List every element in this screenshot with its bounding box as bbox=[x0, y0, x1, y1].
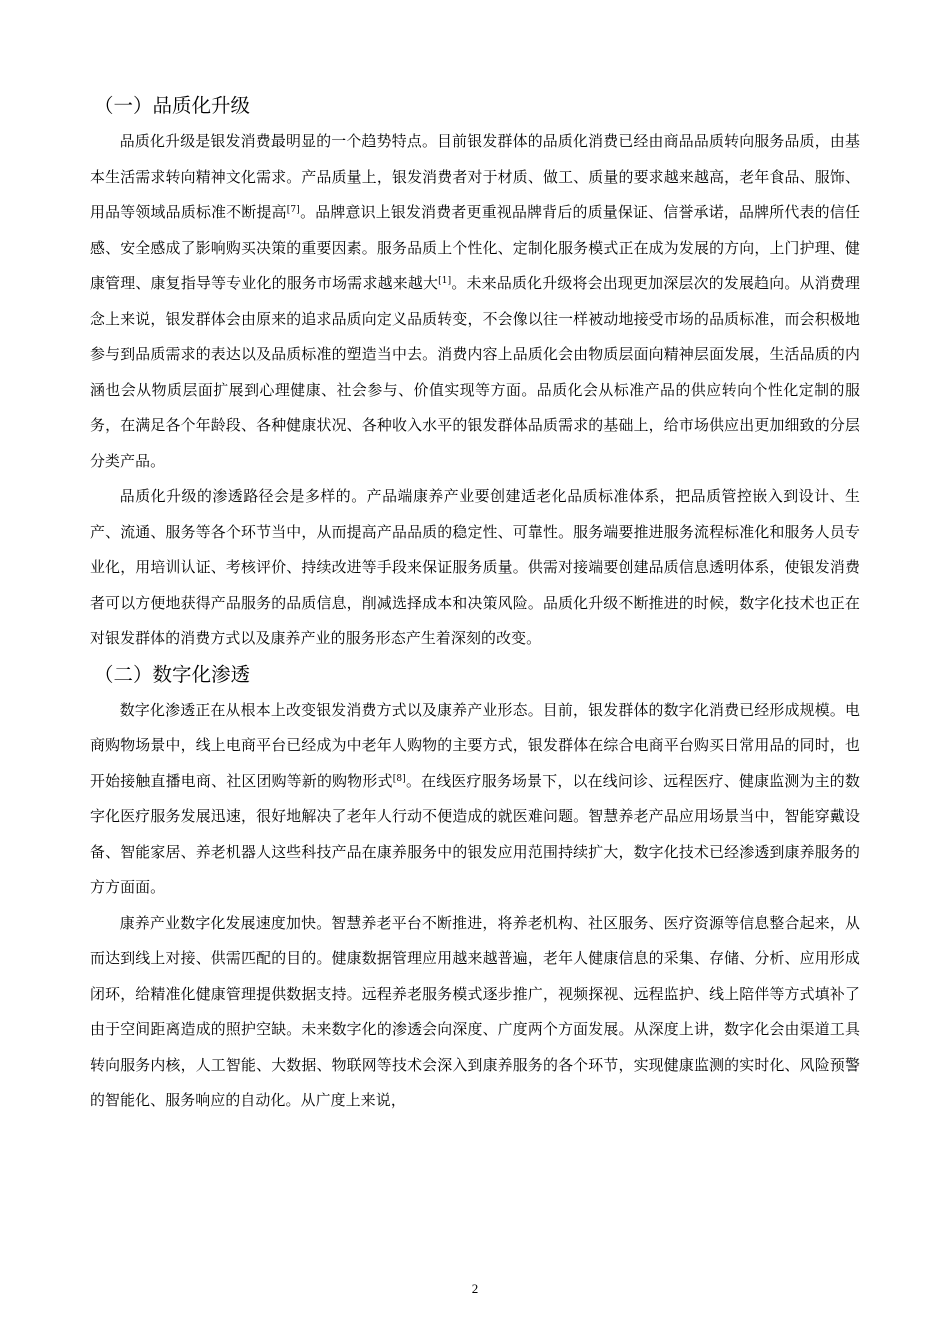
page-content bbox=[90, 88, 860, 1119]
text-run: 数字化渗透正在从根本上改变银发消费方式以及康养产业形态。目前，银发群体的数字化消费已经形成规模。电商购物场景中，线上电商平台已经成为中老年人购物的主要方式，银发群体在综合电商平台购买日常用品的同时，也开始接触直播电商、社区团购等新的购物形式 bbox=[90, 700, 860, 790]
text-run: 品质化升级是银发消费最明显的一个趋势特点。目前银发群体的品质化消费已经由商品品质转向服务品质，由基本生活需求转向精神文化需求。产品质量上，银发消费者对于材质、做工、质量的要求越来越高，老年食品、服饰、用品等领域品质标准不断提高 bbox=[90, 132, 860, 221]
paragraph-quality-upgrade-1 bbox=[90, 124, 860, 479]
page-number: 2 bbox=[471, 1281, 479, 1296]
citation-1: [1] bbox=[438, 276, 452, 286]
text-run: 。未来品质化升级将会出现更加深层次的发展趋向。从消费理念上来说，银发群体会由原来的追求品质向定义品质转变，不会像以往一样被动地接受市场的品质标准，而会积极地参与到品质需求的表达以及品质标准的塑造当中去。消费内容上品质化会由物质层面向精神层面发展，生活品质的内涵也会从物质层面扩展到心理健康、社会参与、价值实现等方面。品质化会从标准产品的供应转向个性化定制的服务，在满足各个年龄段、各种健康状况、各种收入水平的银发群体品质需求的基础上，给市场供应出更加细致的分层分类产品。 bbox=[90, 274, 860, 470]
paragraph-quality-upgrade-2: 品质化升级的渗透路径会是多样的。产品端康养产业要创建适老化品质标准体系，把品质管控嵌入到设计、生产、流通、服务等各个环节当中，从而提高产品品质的稳定性、可靠性。服务端要推进服务流程标准化和服务人员专业化，用培训认证、考核评价、持续改进等手段来保证服务质量。供需对接端要创建品质信息透明体系，使银发消费者可以方便地获得产品服务的品质信息，削减选择成本和决策风险。品质化升级不断推进的时候，数字化技术也正在对银发群体的消费方式以及康养产业的服务形态产生着深刻的改变。 bbox=[90, 487, 860, 647]
paragraph-digital-penetration-2: 康养产业数字化发展速度加快。智慧养老平台不断推进，将养老机构、社区服务、医疗资源等信息整合起来，从而达到线上对接、供需匹配的目的。健康数据管理应用越来越普遍，老年人健康信息的采集、存储、分析、应用形成闭环，给精准化健康管理提供数据支持。远程养老服务模式逐步推广，视频探视、远程监护、线上陪伴等方式填补了由于空间距离造成的照护空缺。未来数字化的渗透会向深度、广度两个方面发展。从深度上讲，数字化会由渠道工具转向服务内核，人工智能、大数据、物联网等技术会深入到康养服务的各个环节，实现健康监测的实时化、风险预警的智能化、服务响应的自动化。从广度上来说， bbox=[90, 913, 860, 1109]
citation-8: [8] bbox=[392, 773, 406, 784]
section-heading-digital-penetration: （二）数字化渗透 bbox=[94, 662, 251, 686]
citation-7: [7] bbox=[286, 205, 300, 215]
text-run: 。品牌意识上银发消费者更重视品牌背后的质量保证、信誉承诺，品牌所代表的信任感、安全感成了影响购买决策的重要因素。服务品质上个性化、定制化服务模式正在成为发展的方向，上门护理、健康管理、康复指导等专业化的服务市场需求越来越大 bbox=[90, 203, 860, 292]
paragraph-digital-penetration-1 bbox=[90, 693, 860, 906]
section-heading-quality-upgrade: （一）品质化升级 bbox=[94, 94, 251, 117]
text-run: 。在线医疗服务场景下，以在线问诊、远程医疗、健康监测为主的数字化医疗服务发展迅速，很好地解决了老年人行动不便造成的就医难问题。智慧养老产品应用场景当中，智能穿戴设备、智能家居、养老机器人这些科技产品在康养服务中的银发应用范围持续扩大，数字化技术已经渗透到康养服务的方方面面。 bbox=[90, 771, 860, 896]
